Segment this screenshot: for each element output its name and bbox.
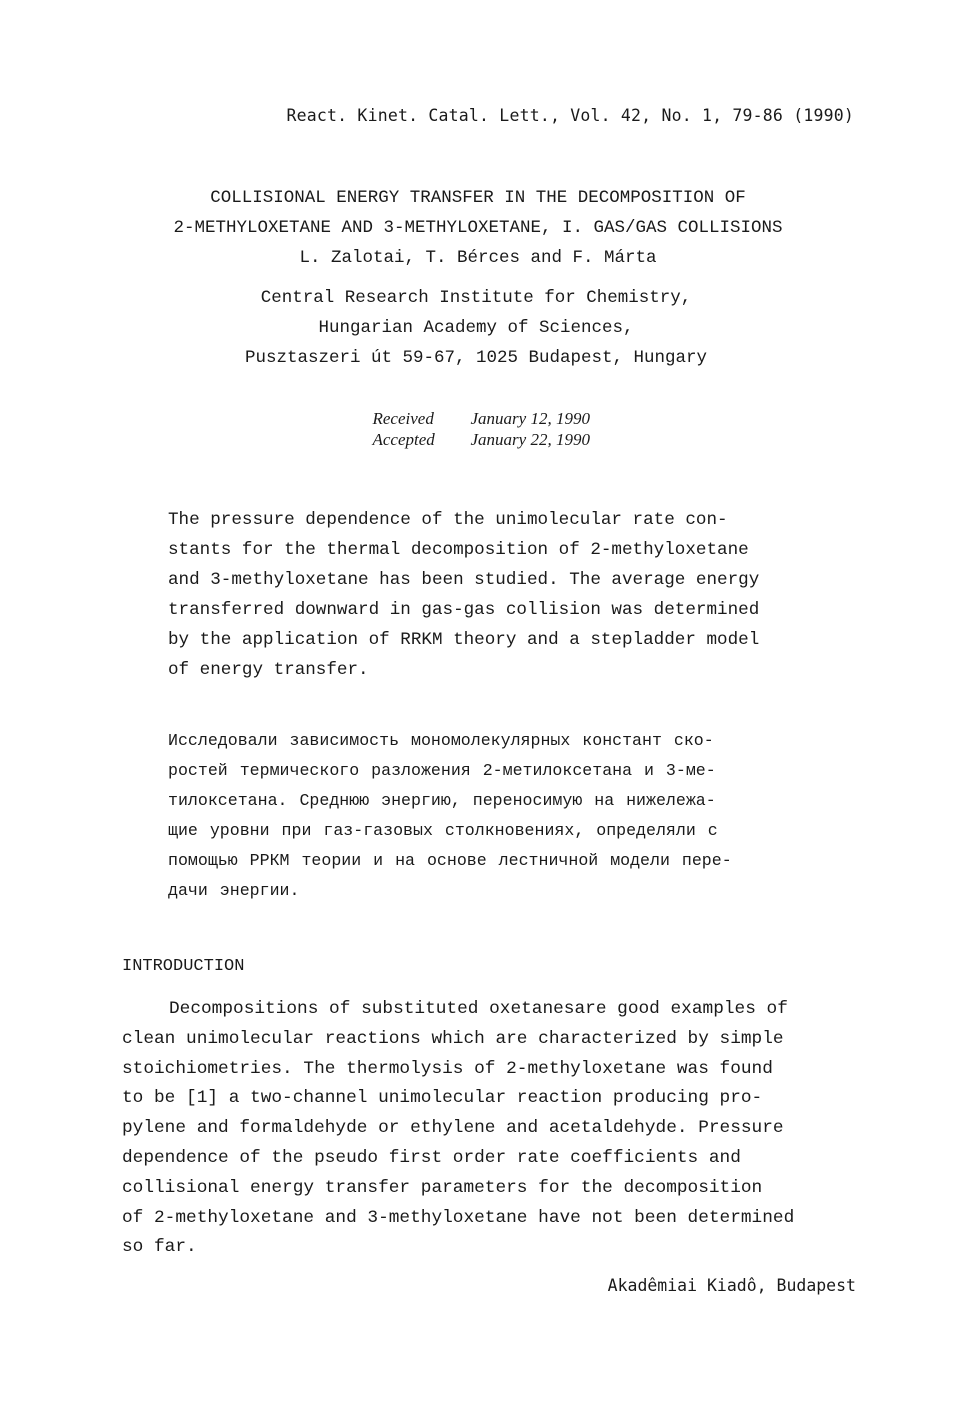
abstract-ru-line: щие уровни при газ-газовых столкновениях, определяли с	[168, 821, 718, 840]
intro-line: pylene and formaldehyde or ethylene and acetaldehyde. Pressure	[122, 1118, 784, 1139]
abstract-english	[168, 505, 759, 685]
paper-title-line-1: COLLISIONAL ENERGY TRANSFER IN THE DECOMPOSITION OF	[210, 188, 746, 208]
abstract-en-line: by the application of RRKM theory and a stepladder model	[168, 630, 760, 650]
intro-line: clean unimolecular reactions which are characterized by simple	[122, 1028, 784, 1049]
abstract-en-line: and 3-methyloxetane has been studied. The average energy	[168, 570, 760, 590]
affiliation-line-3: Pusztaszeri út 59-67, 1025 Budapest, Hungary	[244, 348, 708, 368]
abstract-ru-line: дачи энергии.	[168, 881, 300, 900]
intro-line: so far.	[122, 1237, 197, 1258]
abstract-en-line: The pressure dependence of the unimolecular rate con-	[168, 510, 728, 530]
abstract-ru-line: Исследовали зависимость мономолекулярных констант ско-	[168, 731, 714, 750]
abstract-russian	[168, 726, 732, 906]
abstract-en-line: transferred downward in gas-gas collision was determined	[168, 600, 760, 620]
abstract-ru-line: ростей термического разложения 2-метилоксетана и 3-ме-	[168, 761, 716, 780]
received-value: January 12, 1990	[470, 409, 590, 428]
accepted-label: Accepted	[372, 430, 435, 449]
introduction-body	[122, 995, 794, 1263]
abstract-ru-line: помощью РРКМ теории и на основе лестничной модели пере-	[168, 851, 732, 870]
intro-line: of 2-methyloxetane and 3-methyloxetane have not been determined	[122, 1207, 795, 1228]
accepted-value: January 22, 1990	[470, 430, 590, 449]
intro-line: to be [1] a two-channel unimolecular reaction producing pro-	[122, 1088, 763, 1109]
abstract-en-line: stants for the thermal decomposition of 2-methyloxetane	[168, 540, 749, 560]
abstract-ru-line: тилоксетана. Среднюю энергию, переносимую на нижележа-	[168, 791, 716, 810]
section-heading-introduction: INTRODUCTION	[122, 957, 245, 976]
intro-line: Decompositions of substituted oxetanesare good examples of	[169, 999, 788, 1019]
affiliation-line-2: Hungarian Academy of Sciences,	[318, 318, 634, 338]
intro-line: collisional energy transfer parameters for the decomposition	[122, 1177, 763, 1198]
abstract-en-line: of energy transfer.	[168, 660, 369, 680]
publisher-footer: Akadêmiai Kiadô, Budapest	[607, 1276, 856, 1295]
author-list: L. Zalotai, T. Bérces and F. Márta	[299, 248, 657, 268]
affiliation-line-1: Central Research Institute for Chemistry,	[260, 288, 692, 308]
journal-reference: React. Kinet. Catal. Lett., Vol. 42, No. 1, 79-86 (1990)	[286, 106, 854, 125]
accepted-date	[364, 410, 590, 450]
paper-title-line-2: 2-METHYLOXETANE AND 3-METHYLOXETANE, I. GAS/GAS COLLISIONS	[173, 218, 783, 238]
intro-line: dependence of the pseudo first order rate coefficients and	[122, 1147, 741, 1168]
intro-line: stoichiometries. The thermolysis of 2-methyloxetane was found	[122, 1058, 773, 1079]
received-label: Received	[372, 409, 434, 428]
